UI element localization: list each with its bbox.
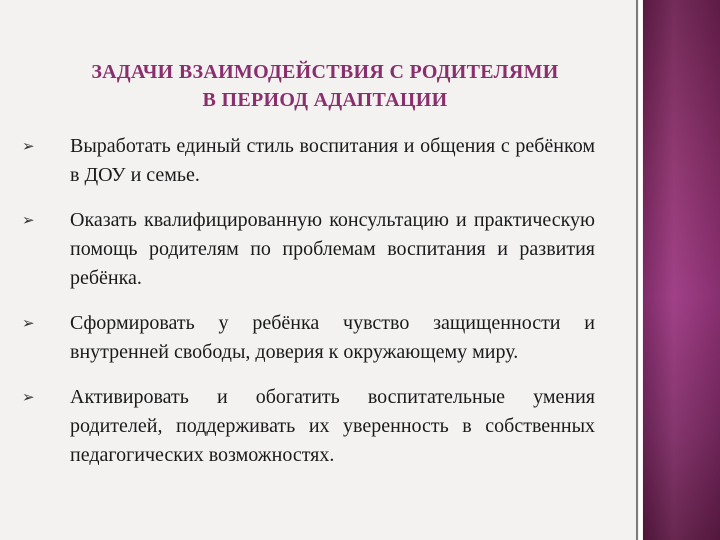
list-item-text: Выработать единый стиль воспитания и общения с ребёнком в ДОУ и семье. — [70, 135, 595, 186]
arrow-bullet-icon: ➢ — [22, 211, 35, 229]
list-item-text: Активировать и обогатить воспитательные умения родителей, поддерживать их уверенность в собственных педагогических возможностях. — [70, 386, 595, 466]
arrow-bullet-icon: ➢ — [22, 314, 35, 332]
list-item — [22, 206, 595, 293]
list-item-text: Сформировать у ребёнка чувство защищенности и внутренней свободы, доверия к окружающему миру. — [70, 312, 595, 363]
side-panel-shading — [643, 0, 720, 540]
list-item — [22, 309, 595, 367]
slide-title-line-2: В ПЕРИОД АДАПТАЦИИ — [202, 89, 448, 111]
divider-line-dark — [636, 0, 638, 540]
list-item — [22, 132, 595, 190]
slide-title — [30, 58, 620, 114]
decorative-side-panel — [643, 0, 720, 540]
divider-line-white — [639, 0, 642, 540]
list-item-text: Оказать квалифицированную консультацию и практическую помощь родителям по проблемам воспитания и развития ребёнка. — [70, 209, 595, 289]
slide-title-line-1: ЗАДАЧИ ВЗАИМОДЕЙСТВИЯ С РОДИТЕЛЯМИ — [91, 61, 559, 83]
arrow-bullet-icon: ➢ — [22, 137, 35, 155]
arrow-bullet-icon: ➢ — [22, 388, 35, 406]
task-list — [22, 132, 595, 486]
list-item — [22, 383, 595, 470]
